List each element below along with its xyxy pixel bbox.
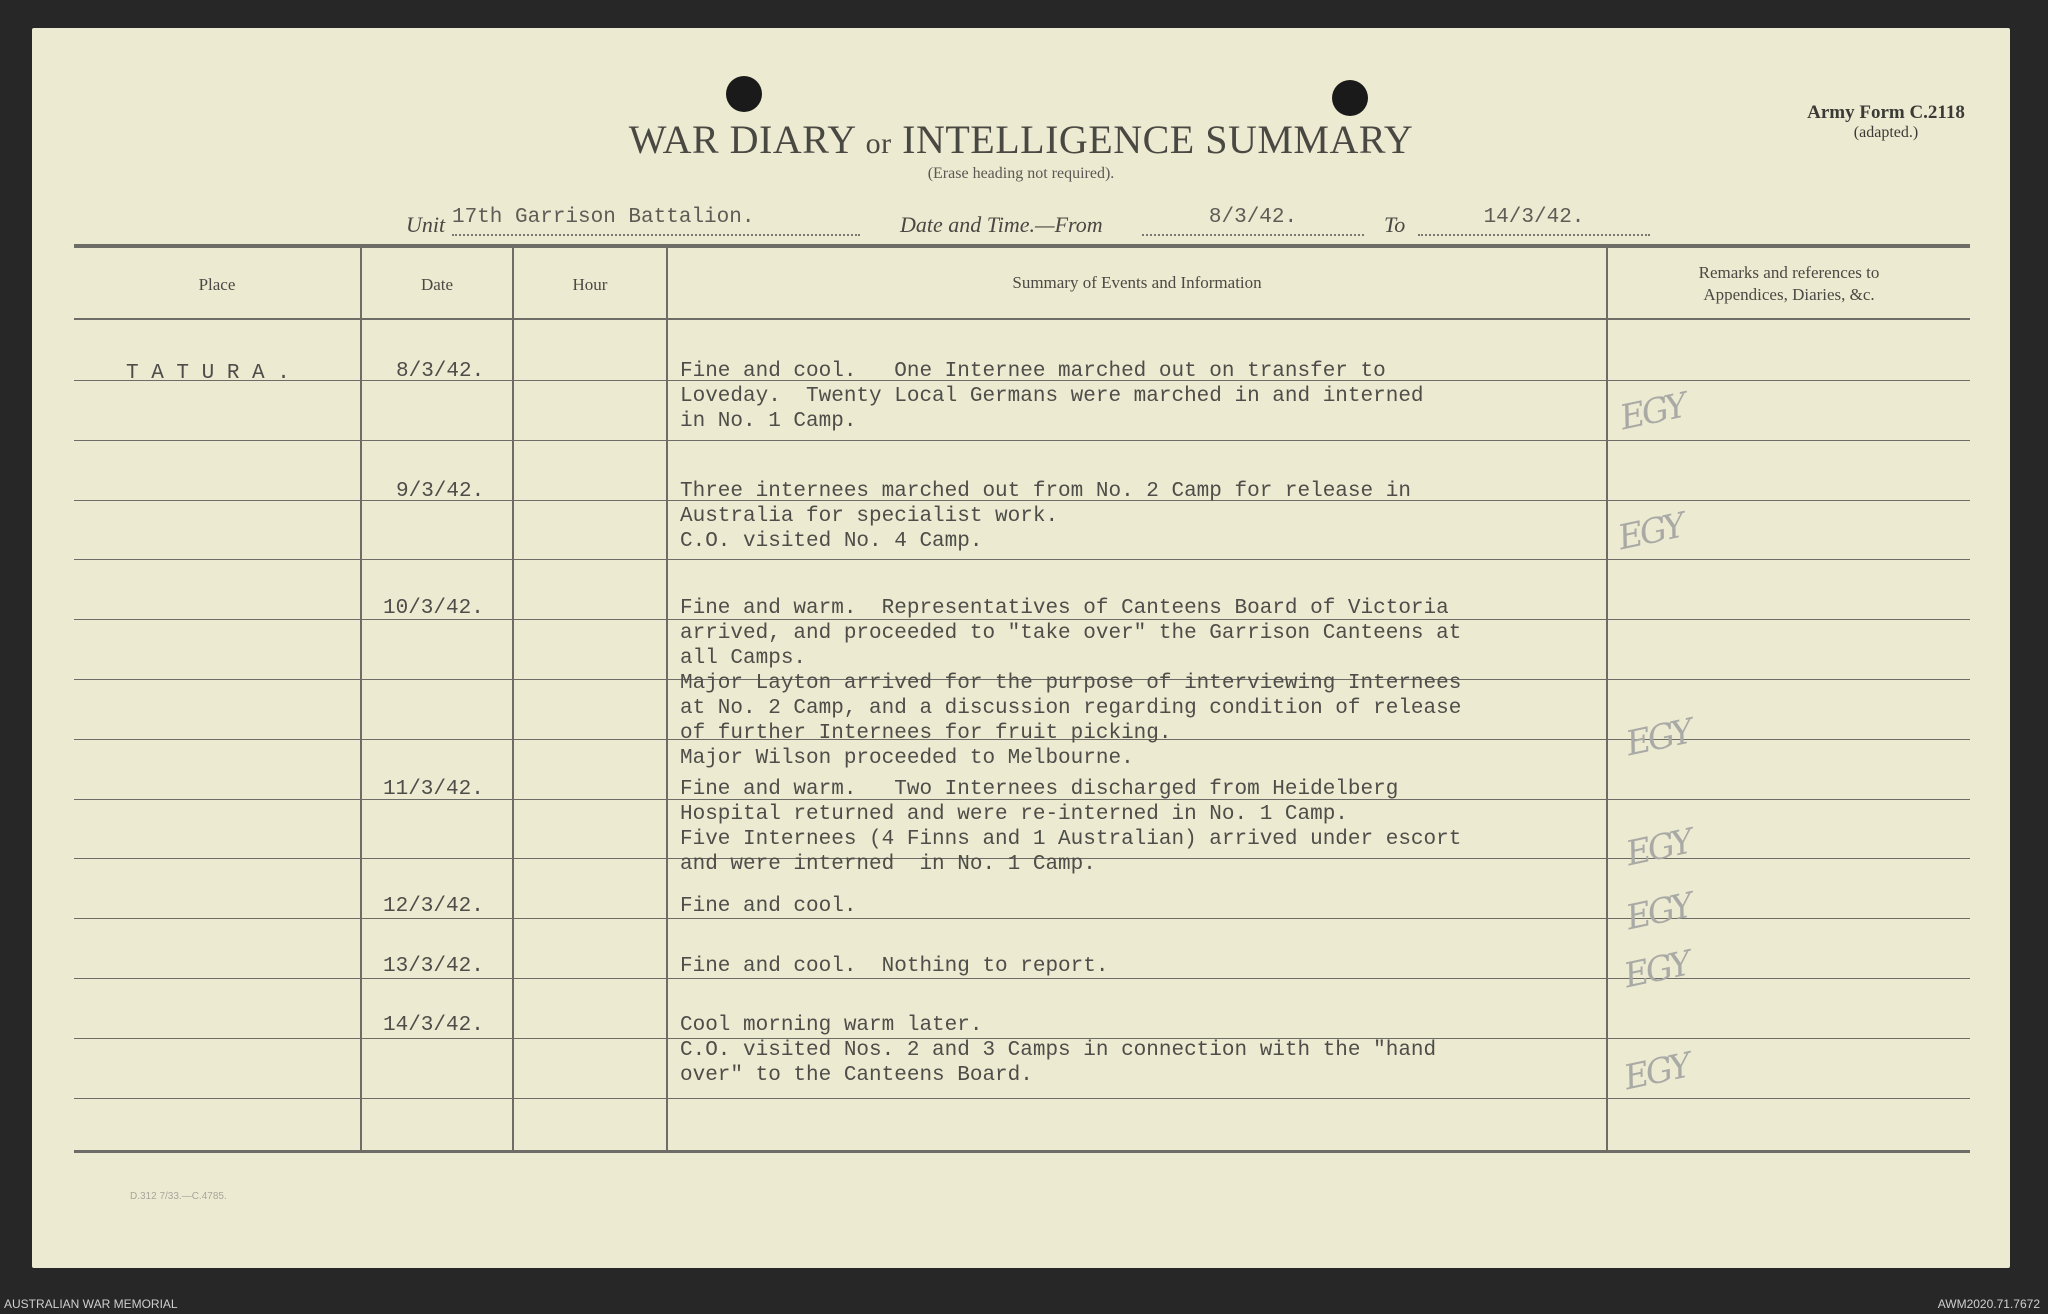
heading-note: (Erase heading not required). [927, 165, 1115, 182]
summary-line: Fine and warm. Representatives of Canteens Board of Victoria [680, 597, 1449, 620]
column-header-remarks [1608, 262, 1970, 306]
place-value: T A T U R A . [126, 362, 290, 385]
row-rule [74, 1098, 1970, 1099]
summary-line: Cool morning warm later. [680, 1014, 983, 1037]
page-title [32, 116, 2010, 163]
handwritten-initials: EGY [1622, 885, 1695, 939]
to-date: 14/3/42. [1418, 206, 1650, 236]
handwritten-initials: EGY [1620, 943, 1693, 997]
handwritten-initials: EGY [1620, 1045, 1693, 1099]
header-rule [74, 318, 1970, 320]
archive-credit: AUSTRALIAN WAR MEMORIAL [4, 1297, 178, 1311]
army-form-number: Army Form C.2118 [1807, 102, 1965, 123]
unit-value: 17th Garrison Battalion. [452, 206, 860, 236]
army-form-adapted: (adapted.) [1853, 124, 1919, 141]
column-header-summary: Summary of Events and Information [1012, 273, 1262, 292]
entry-date: 14/3/42. [383, 1014, 484, 1037]
table-top-rule [74, 244, 1970, 248]
summary-line: Fine and cool. One Internee marched out on transfer to [680, 360, 1386, 383]
punch-hole-left [726, 76, 762, 112]
title-part-1: WAR DIARY [628, 117, 856, 162]
summary-line: arrived, and proceeded to "take over" the Garrison Canteens at [680, 622, 1462, 645]
handwritten-initials: EGY [1614, 505, 1687, 559]
summary-line: over" to the Canteens Board. [680, 1064, 1033, 1087]
handwritten-initials: EGY [1622, 711, 1695, 765]
title-part-2: INTELLIGENCE SUMMARY [902, 117, 1414, 162]
summary-line: C.O. visited Nos. 2 and 3 Camps in connection with the "hand [680, 1039, 1437, 1062]
entry-date: 10/3/42. [383, 597, 484, 620]
row-rule [74, 559, 1970, 560]
summary-line: Three internees marched out from No. 2 Camp for release in [680, 480, 1411, 503]
table-bottom-rule [74, 1150, 1970, 1153]
summary-line: Australia for specialist work. [680, 505, 1059, 528]
summary-line: and were interned in No. 1 Camp. [680, 853, 1096, 876]
summary-line: Loveday. Twenty Local Germans were marched in and interned [680, 385, 1424, 408]
summary-line: Hospital returned and were re-interned in No. 1 Camp. [680, 803, 1348, 826]
form-paper [32, 28, 2010, 1268]
summary-line: Major Layton arrived for the purpose of interviewing Internees [680, 672, 1462, 695]
handwritten-initials: EGY [1622, 821, 1695, 875]
column-header-hour: Hour [572, 275, 608, 294]
unit-label: Unit [406, 212, 446, 237]
remarks-header-line-1: Remarks and references to [1698, 263, 1880, 282]
column-header-place: Place [198, 275, 236, 294]
unit-date-line [32, 206, 2010, 246]
summary-line: at No. 2 Camp, and a discussion regarding condition of release [680, 697, 1462, 720]
remarks-header-line-2: Appendices, Diaries, &c. [1703, 285, 1875, 305]
row-rule [74, 440, 1970, 441]
summary-line: Fine and cool. [680, 895, 857, 918]
date-time-label: Date and Time.—From [900, 212, 1103, 237]
summary-line: Fine and warm. Two Internees discharged from Heidelberg [680, 778, 1399, 801]
army-form-label [1766, 102, 2006, 142]
summary-line: C.O. visited No. 4 Camp. [680, 530, 983, 553]
entry-date: 9/3/42. [396, 480, 485, 503]
entry-date: 11/3/42. [383, 778, 484, 801]
print-code: D.312 7/33.—C.4785. [130, 1191, 227, 1202]
entry-date: 13/3/42. [383, 955, 484, 978]
entry-date: 12/3/42. [383, 895, 484, 918]
summary-line: all Camps. [680, 647, 807, 670]
archive-reference: AWM2020.71.7672 [1937, 1297, 2040, 1311]
summary-line: in No. 1 Camp. [680, 410, 857, 433]
punch-hole-right [1332, 80, 1368, 116]
handwritten-initials: EGY [1616, 385, 1689, 439]
from-date: 8/3/42. [1142, 206, 1364, 236]
summary-line: Five Internees (4 Finns and 1 Australian) arrived under escort [680, 828, 1462, 851]
entry-date: 8/3/42. [396, 360, 485, 383]
to-label: To [1384, 212, 1406, 237]
title-or: or [865, 127, 892, 160]
column-header-date: Date [420, 275, 454, 294]
summary-line: Fine and cool. Nothing to report. [680, 955, 1109, 978]
summary-line: of further Internees for fruit picking. [680, 722, 1172, 745]
summary-line: Major Wilson proceeded to Melbourne. [680, 747, 1134, 770]
